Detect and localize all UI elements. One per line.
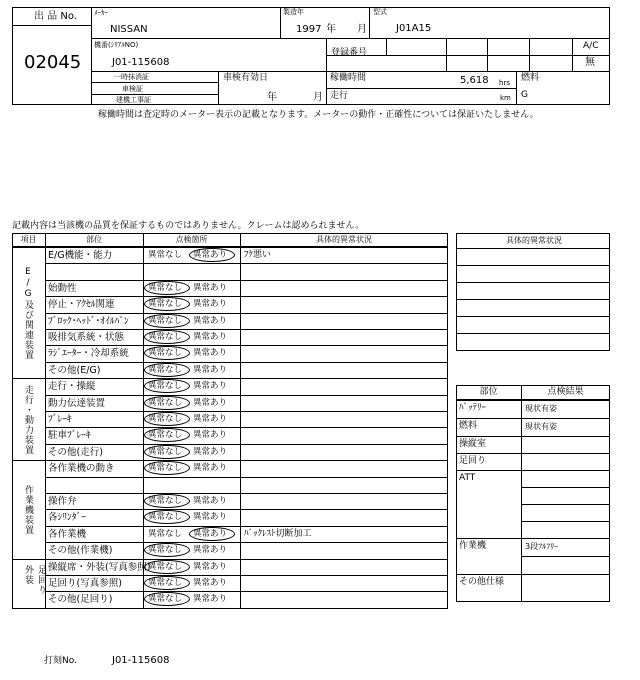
- ok-option: 異常なし: [148, 446, 183, 457]
- lot-number: 02045: [24, 52, 82, 73]
- part-name: 動力伝達装置: [48, 397, 106, 409]
- table-row: [45, 444, 448, 461]
- selected-circle: [189, 527, 235, 541]
- ok-option: 異常なし: [148, 282, 183, 293]
- ok-option: 異常なし: [148, 381, 183, 392]
- selected-circle: [144, 494, 190, 508]
- ok-option: 異常なし: [148, 496, 183, 506]
- ok-option: 異常なし: [148, 299, 183, 310]
- part-name: 各ｼﾘﾝﾀﾞｰ: [48, 512, 87, 524]
- ng-option: 異常あり: [193, 315, 228, 326]
- section-label: E/G及び関連装置: [23, 267, 33, 361]
- part-name: ﾌﾞﾛｯｸ･ﾍｯﾄﾞ･ｵｲﾙﾊﾟﾝ: [48, 315, 129, 327]
- section-label: 作業機装置: [23, 485, 33, 536]
- ng-option: 異常あり: [193, 545, 228, 556]
- selected-circle: [144, 396, 190, 410]
- selected-circle: [144, 281, 190, 295]
- ng-option: 異常あり: [193, 397, 228, 408]
- ng-option: 異常あり: [193, 414, 228, 424]
- part-name: 始動性: [48, 282, 77, 294]
- machine-cert-label: 建機工事証: [116, 96, 151, 104]
- mileage-label: 走行: [330, 91, 349, 101]
- detail-header-main: 具体的異常状況: [316, 235, 372, 244]
- result-part: ﾊﾞｯﾃﾘｰ: [459, 403, 487, 413]
- year-unit: 年: [326, 24, 336, 35]
- selected-circle: [144, 412, 190, 426]
- table-row: [45, 427, 448, 444]
- result-value: 現状有姿: [525, 404, 557, 413]
- ng-option: 異常あり: [193, 381, 228, 392]
- ng-option: 異常あり: [193, 561, 228, 572]
- part-name: 操作弁: [48, 496, 77, 507]
- detail-text: ﾊﾞｯｸﾚｽﾄ切断加工: [244, 528, 312, 539]
- result-part: ATT: [459, 473, 476, 483]
- result-value: 3段ﾌﾙﾌﾘｰ: [525, 542, 559, 551]
- part-name: 操縦席・外装(写真参照): [48, 561, 151, 573]
- model-value: J01A15: [396, 23, 432, 34]
- part-name: その他(走行): [48, 446, 103, 458]
- selected-circle: [144, 560, 190, 574]
- stamp-value: J01-115608: [112, 655, 170, 666]
- result-part: 操縦室: [459, 439, 487, 449]
- ok-option: 異常なし: [148, 397, 183, 408]
- part-name: ﾗｼﾞｴｰﾀｰ・冷却系統: [48, 348, 129, 360]
- ok-option: 異常なし: [148, 594, 183, 605]
- ok-option: 異常なし: [148, 348, 183, 359]
- hours-label: 稼働時間: [330, 73, 367, 83]
- ok-option: 異常なし: [148, 545, 183, 556]
- ng-option: 異常あり: [193, 299, 228, 310]
- ok-option: 異常なし: [148, 578, 183, 588]
- ng-option: 異常あり: [193, 496, 228, 506]
- part-header: 部位: [86, 235, 102, 244]
- ng-option: 異常あり: [193, 332, 228, 342]
- part-name: 足回り(写真参照): [48, 578, 122, 589]
- inspection-month-unit: 月: [313, 92, 323, 103]
- hours-unit: hrs: [499, 79, 510, 87]
- fuel-value: G: [521, 90, 528, 100]
- ac-value: 無: [585, 57, 595, 68]
- month-unit: 月: [357, 24, 367, 35]
- ok-option: 異常なし: [148, 430, 183, 441]
- ng-option: 異常あり: [193, 578, 228, 588]
- temporary-cancel-cert-label: 一時抹消証: [114, 73, 149, 81]
- selected-circle: [144, 314, 190, 328]
- stamp-label: 打刻No.: [44, 656, 77, 666]
- selected-circle: [189, 248, 235, 262]
- part-name: E/G機能・能力: [48, 250, 113, 261]
- ok-option: 異常なし: [148, 528, 183, 539]
- part-header: 部位: [479, 387, 498, 397]
- ng-option: 異常あり: [193, 282, 228, 293]
- hours-value: 5,618: [460, 75, 489, 86]
- ok-option: 異常なし: [148, 332, 183, 342]
- part-name: その他(足回り): [48, 594, 113, 606]
- ok-option: 異常なし: [148, 463, 183, 474]
- ng-option: 異常あり: [193, 528, 228, 539]
- table-row: [45, 378, 448, 395]
- selected-circle: [144, 576, 190, 590]
- inspection-year-unit: 年: [267, 92, 277, 103]
- part-name: その他(作業機): [48, 545, 113, 557]
- part-name: 駐車ﾌﾞﾚｰｷ: [48, 430, 91, 442]
- maker-label: ﾒｰｶｰ: [94, 9, 108, 17]
- section-label: 足回り外装: [23, 564, 46, 595]
- table-row: [45, 477, 448, 494]
- registration-label: 登録番号: [331, 48, 368, 58]
- km-unit: km: [500, 94, 511, 102]
- ng-option: 異常あり: [193, 446, 228, 457]
- detail-table: [456, 233, 610, 351]
- ok-option: 異常なし: [148, 561, 183, 572]
- ac-label: A/C: [583, 41, 599, 51]
- model-label: 型式: [373, 8, 387, 16]
- part-name: 各作業機の動き: [48, 463, 115, 475]
- hours-note: 稼働時間は査定時のメーター表示の記載となります。メーターの動作・正確性については保証いたしません。: [98, 110, 539, 120]
- result-header: 点検結果: [547, 387, 584, 397]
- selected-circle: [144, 445, 190, 459]
- ng-option: 異常あり: [193, 594, 228, 605]
- fuel-label: 燃料: [521, 73, 540, 83]
- result-part: 作業機: [459, 541, 487, 551]
- detail-text: ﾌｹ悪い: [244, 250, 272, 260]
- detail-header: 具体的異常状況: [457, 234, 610, 249]
- checkpoint-header: 点検箇所: [175, 235, 208, 244]
- result-part: 燃料: [459, 421, 478, 431]
- ok-option: 異常なし: [148, 414, 183, 424]
- ng-option: 異常あり: [193, 348, 228, 359]
- ng-option: 異常あり: [193, 512, 228, 523]
- ok-option: 異常なし: [148, 512, 183, 523]
- item-header: 項目: [20, 235, 37, 244]
- serial-label: 機番(ｼﾘｱﾙNO): [94, 41, 139, 49]
- part-name: 停止・ｱｸｾﾙ関連: [48, 299, 115, 311]
- result-value: 現状有姿: [525, 422, 557, 431]
- serial-value: J01-115608: [112, 57, 170, 68]
- table-row: [45, 411, 448, 428]
- ng-option: 異常あり: [193, 430, 228, 441]
- part-name: その他(E/G): [48, 364, 101, 376]
- selected-circle: [144, 330, 190, 344]
- table-row: [45, 280, 448, 297]
- disclaimer: 記載内容は当該機の品質を保証するものではありません。クレームは認められません。: [12, 221, 365, 231]
- ok-option: 異常なし: [148, 315, 183, 326]
- part-name: 走行・操縦: [48, 381, 96, 393]
- result-part: その他仕様: [459, 577, 505, 587]
- vehicle-cert-label: 車検証: [122, 85, 143, 93]
- table-row: [45, 263, 448, 280]
- part-name: 各作業機: [48, 528, 87, 540]
- inspection-label: 車検有効日: [223, 73, 269, 83]
- year-label: 製造年: [283, 8, 304, 16]
- year-value: 1997: [296, 24, 322, 35]
- table-row: [45, 493, 448, 510]
- table-row: [45, 509, 448, 526]
- table-row: [45, 395, 448, 412]
- result-part: 足回り: [459, 456, 487, 466]
- ng-option: 異常あり: [193, 364, 228, 375]
- ng-option: 異常あり: [193, 463, 228, 474]
- maker-value: NISSAN: [110, 24, 148, 35]
- selected-circle: [144, 363, 190, 377]
- ng-option: 異常あり: [193, 250, 228, 260]
- ok-option: 異常なし: [148, 364, 183, 375]
- table-row: [45, 362, 448, 379]
- section-label: 走行・動力装置: [23, 385, 33, 456]
- part-name: ﾌﾞﾚｰｷ: [48, 414, 72, 425]
- part-name: 吸排気系統・状態: [48, 332, 125, 343]
- lot-label: 出 品 No.: [34, 11, 77, 22]
- ok-option: 異常なし: [148, 250, 183, 260]
